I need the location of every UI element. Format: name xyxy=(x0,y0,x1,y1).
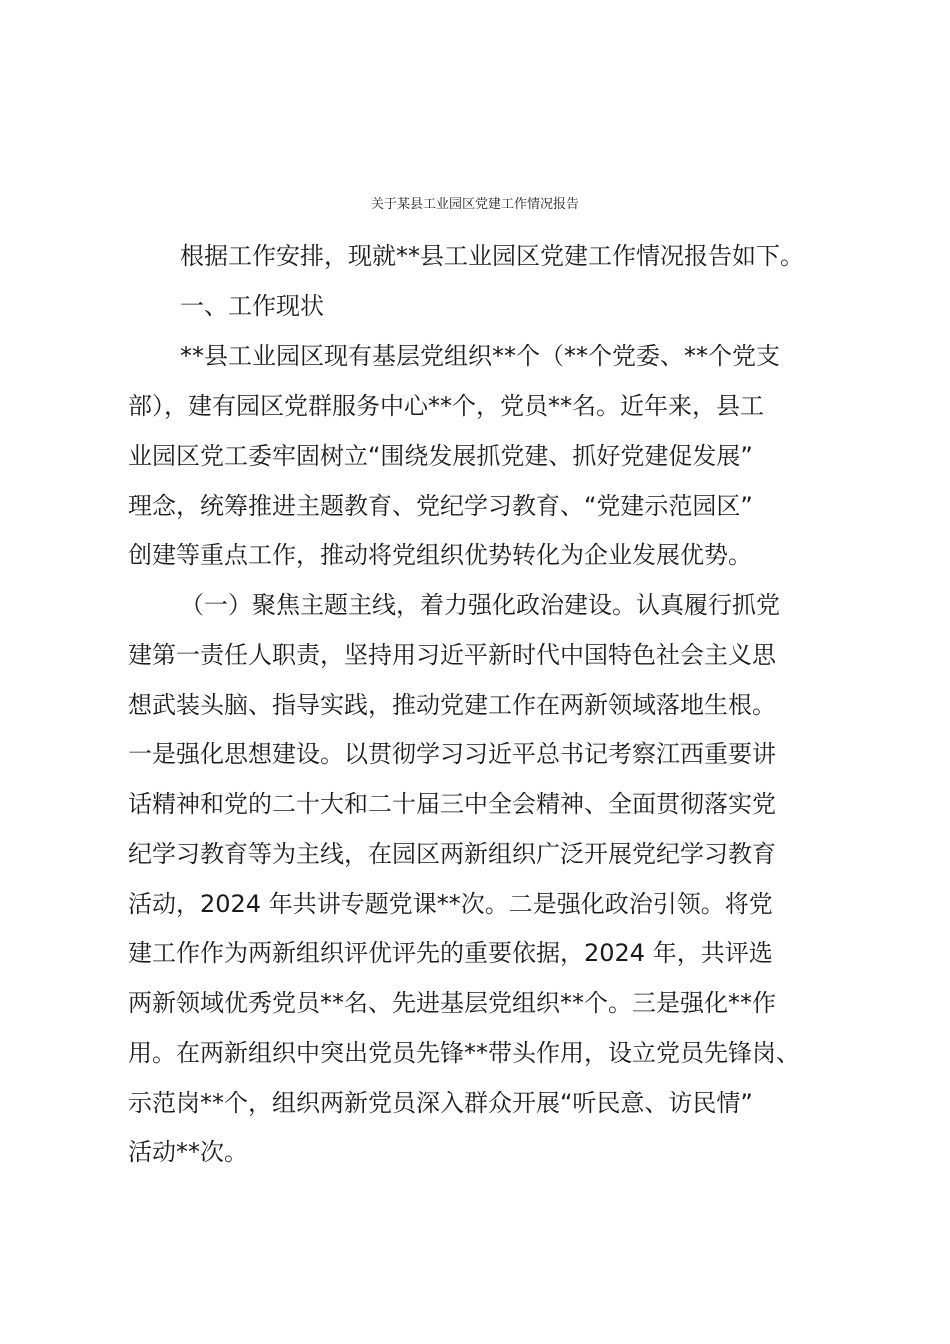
paragraph-line: （一）聚焦主题主线，着力强化政治建设。认真履行抓党 xyxy=(180,591,780,619)
paragraph-line: 两新领域优秀党员**名、先进基层党组织**个。三是强化**作 xyxy=(128,989,776,1017)
intro-paragraph: 根据工作安排，现就**县工业园区党建工作情况报告如下。 xyxy=(180,242,804,270)
paragraph-line: 建第一责任人职责，坚持用习近平新时代中国特色社会主义思 xyxy=(128,641,776,669)
document-title: 关于某县工业园区党建工作情况报告 xyxy=(370,197,579,212)
paragraph-line: 理念，统筹推进主题教育、党纪学习教育、“党建示范园区” xyxy=(128,492,753,520)
paragraph-line: 部），建有园区党群服务中心**个，党员**名。近年来，县工 xyxy=(128,392,764,420)
paragraph-line: 话精神和党的二十大和二十届三中全会精神、全面贯彻落实党 xyxy=(128,790,776,818)
section-heading: 一、工作现状 xyxy=(180,292,324,320)
paragraph-line: 一是强化思想建设。以贯彻学习习近平总书记考察江西重要讲 xyxy=(128,740,776,768)
paragraph-line: 创建等重点工作，推动将党组织优势转化为企业发展优势。 xyxy=(128,541,752,569)
paragraph-line: 活动**次。 xyxy=(128,1138,248,1166)
paragraph-line: 业园区党工委牢固树立“围绕发展抓党建、抓好党建促发展” xyxy=(128,442,753,470)
paragraph-line: 建工作作为两新组织评优评先的重要依据，2024 年，共评选 xyxy=(128,939,773,967)
paragraph-line: 想武装头脑、指导实践，推动党建工作在两新领域落地生根。 xyxy=(128,691,776,719)
paragraph-line: 活动，2024 年共讲专题党课**次。二是强化政治引领。将党 xyxy=(128,890,773,918)
paragraph-line: 示范岗**个，组织两新党员深入群众开展“听民意、访民情” xyxy=(128,1089,753,1117)
paragraph-line: 纪学习教育等为主线，在园区两新组织广泛开展党纪学习教育 xyxy=(128,840,776,868)
paragraph-line: 用。在两新组织中突出党员先锋**带头作用，设立党员先锋岗、 xyxy=(128,1039,800,1067)
paragraph-line: **县工业园区现有基层党组织**个（**个党委、**个党支 xyxy=(180,342,780,370)
